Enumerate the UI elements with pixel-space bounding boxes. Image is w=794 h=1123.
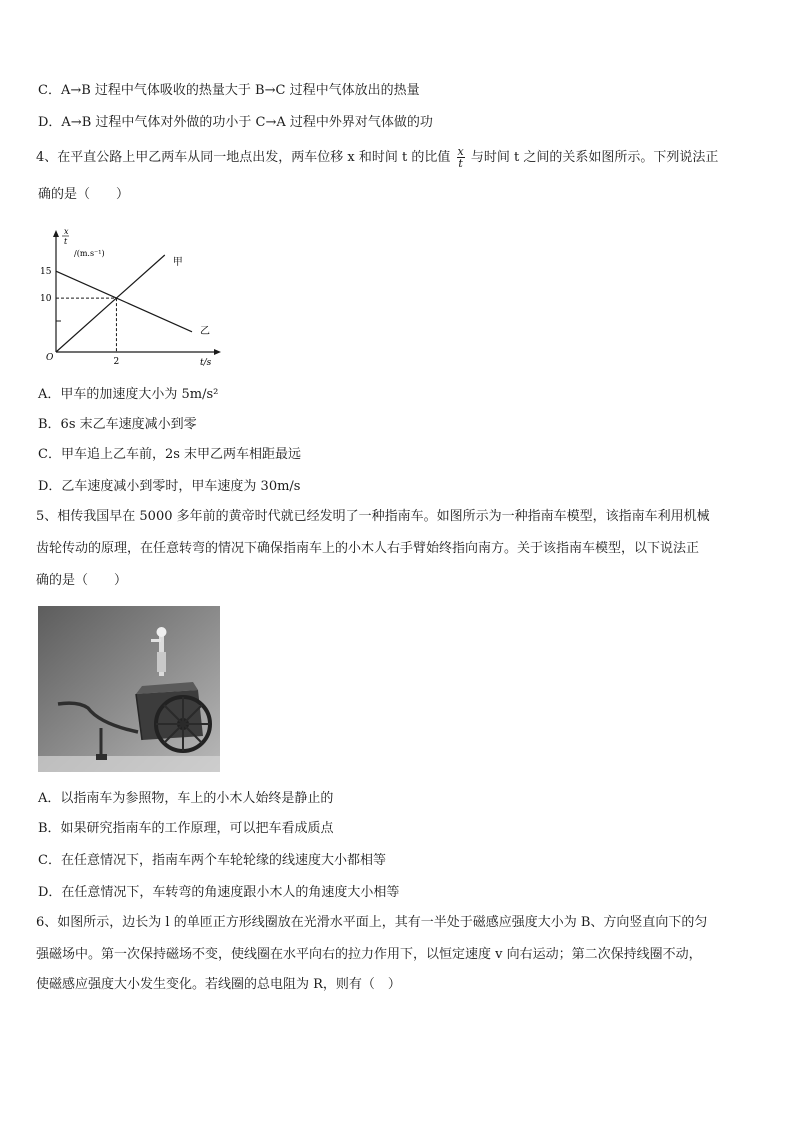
fraction-numerator: x	[457, 145, 464, 158]
cart-wheel	[156, 697, 210, 751]
q3-option-c: C．A→B 过程中气体吸收的热量大于 B→C 过程中气体放出的热量	[38, 83, 420, 98]
y-axis-unit: /(m.s⁻¹)	[74, 249, 105, 258]
q6-stem-line1: 6、如图所示，边长为 l 的单匝正方形线圈放在光滑水平面上，其有一半处于磁感应强度大小为 B、方向竖直向下的匀	[36, 915, 708, 930]
x-over-t-fraction	[457, 146, 465, 169]
q5-stem-line1: 5、相传我国早在 5000 多年前的黄帝时代就已经发明了一种指南车。如图所示为一种指南车模型，该指南车利用机械	[36, 509, 710, 524]
compass-cart-photo	[38, 606, 220, 772]
q4-option-d: D．乙车速度减小到零时，甲车速度为 30m/s	[38, 479, 301, 494]
series-line-jia	[56, 255, 165, 352]
q6-stem-line3: 使磁感应强度大小发生变化。若线圈的总电阻为 R，则有（ ）	[36, 977, 401, 992]
q4-option-b: B．6s 末乙车速度减小到零	[38, 417, 197, 432]
series-line-yi	[56, 271, 192, 332]
q4-stem-line1	[36, 146, 718, 169]
y-axis-arrow	[53, 230, 59, 237]
q5-option-a: A．以指南车为参照物，车上的小木人始终是静止的	[38, 791, 334, 806]
x-axis-arrow	[214, 349, 221, 355]
q4-stem-part2: 与时间 t 之间的关系如图所示。下列说法正	[470, 150, 719, 165]
fraction-denominator: t	[458, 157, 463, 170]
q4-option-a: A．甲车的加速度大小为 5m/s²	[38, 387, 219, 402]
q5-stem-line3: 确的是（ ）	[36, 573, 128, 588]
q4-graph	[36, 227, 226, 372]
q4-stem-part1: 4、在平直公路上甲乙两车从同一地点出发，两车位移 x 和时间 t 的比值	[36, 150, 451, 165]
q3-option-d: D．A→B 过程中气体对外做的功小于 C→A 过程中外界对气体做的功	[38, 115, 433, 130]
x-tick-label: 2	[113, 357, 120, 367]
q5-option-c: C．在任意情况下，指南车两个车轮轮缘的线速度大小都相等	[38, 853, 386, 868]
q4-option-c: C．甲车追上乙车前，2s 末甲乙两车相距最远	[38, 447, 302, 462]
y-tick-label: 15	[40, 267, 52, 278]
origin-label: O	[46, 353, 54, 363]
q5-option-b: B．如果研究指南车的工作原理，可以把车看成质点	[38, 821, 334, 836]
series-label-jia: 甲	[172, 257, 183, 268]
q5-option-d: D．在任意情况下，车转弯的角速度跟小木人的角速度大小相等	[38, 885, 400, 900]
q6-stem-line2: 强磁场中。第一次保持磁场不变，使线圈在水平向右的拉力作用下，以恒定速度 v 向右运动；第二次保持线圈不动，	[36, 947, 702, 962]
series-label-yi: 乙	[200, 325, 210, 337]
x-axis-label: t/s	[200, 358, 212, 368]
y-axis-label	[62, 227, 69, 246]
y-label-denominator: t	[64, 237, 68, 246]
y-label-numerator: x	[64, 227, 69, 236]
y-tick-label: 10	[40, 294, 52, 305]
q4-stem-line2: 确的是（ ）	[38, 187, 130, 202]
q5-stem-line2: 齿轮传动的原理，在任意转弯的情况下确保指南车上的小木人右手臂始终指向南方。关于该指南车模型，以下说法正	[36, 541, 700, 556]
